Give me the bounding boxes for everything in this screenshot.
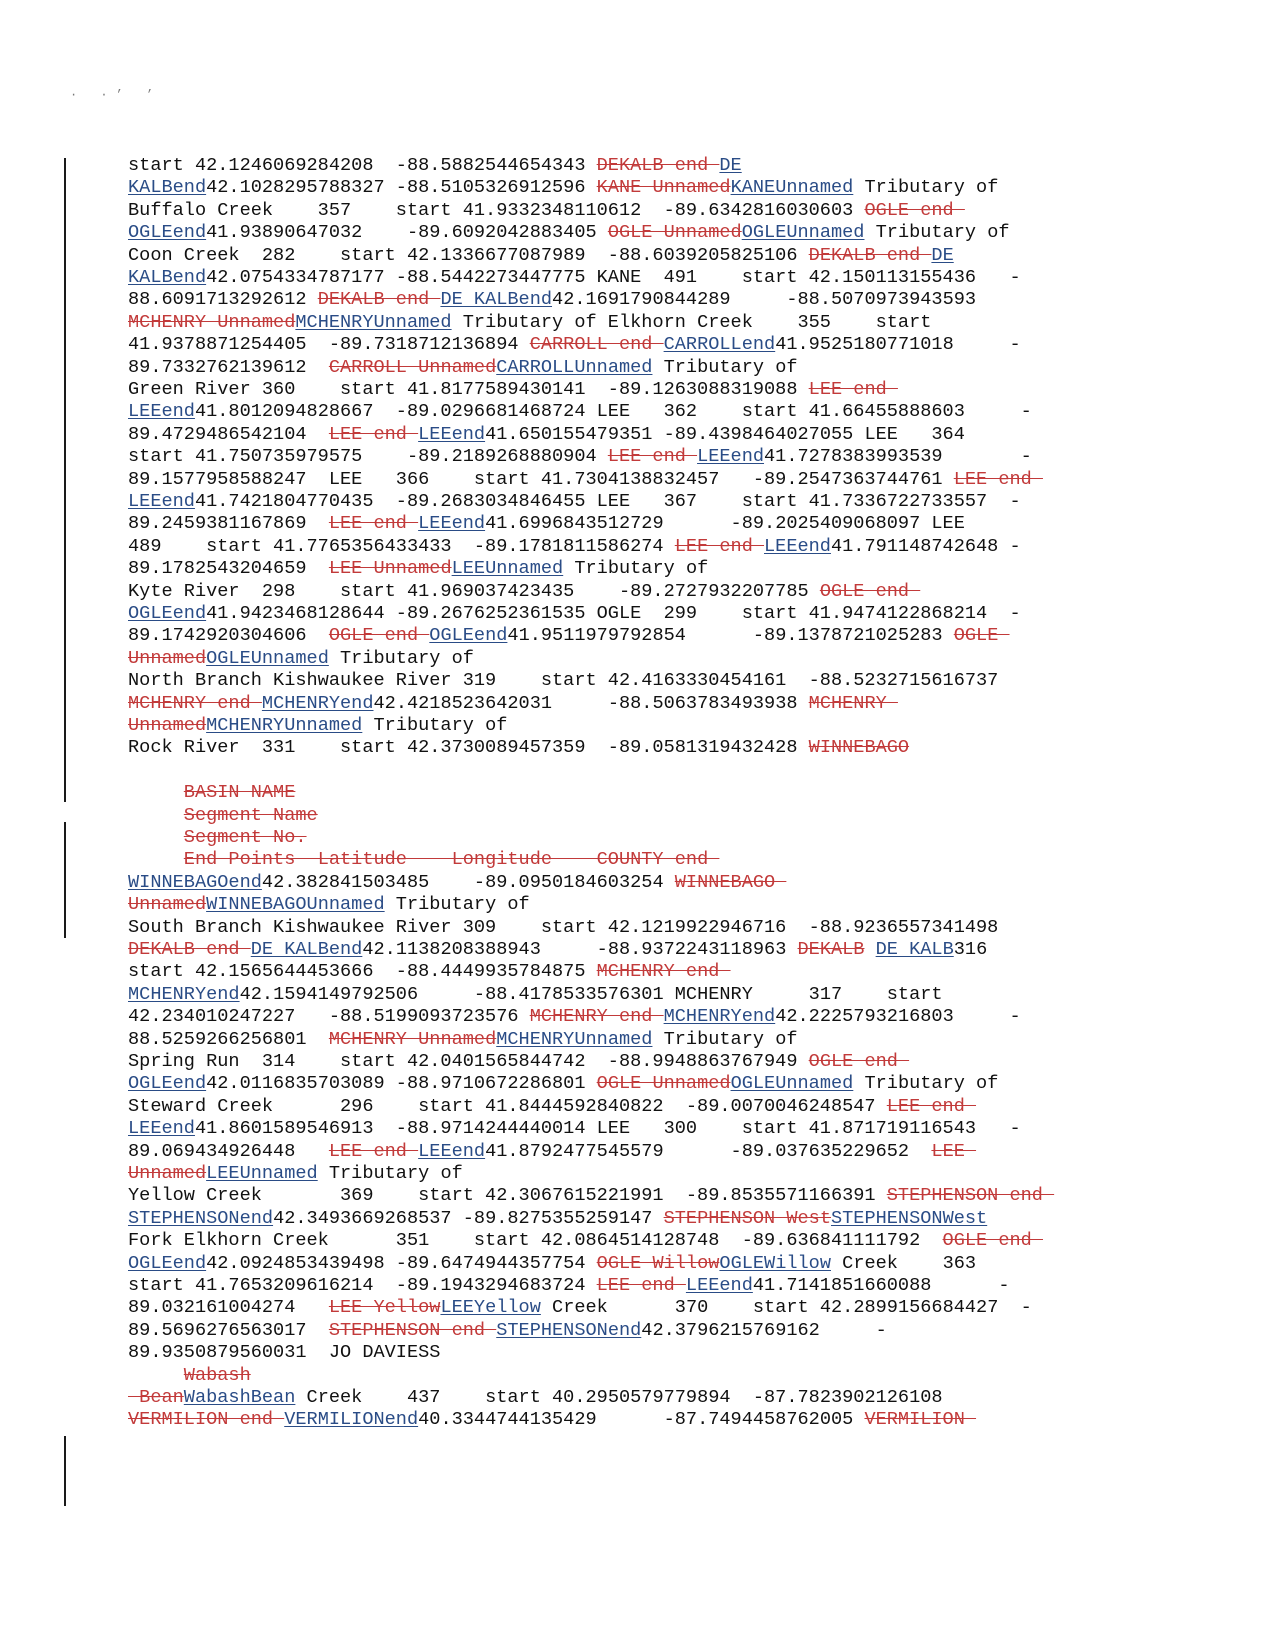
text-run: 88.5259266256801: [128, 1028, 329, 1050]
text-run: [864, 939, 875, 960]
text-run: Tributary of: [864, 222, 1010, 244]
text-line: [128, 1296, 1032, 1320]
text-run: 41.8012094828667 -89.0296681468724 LEE 362 start 41.66455888603 -: [194, 401, 1032, 423]
text-run: Fork Elkhorn Creek 351 start 42.0864514128748 -89.636841111792: [128, 1230, 943, 1252]
text-line: [128, 1184, 1054, 1208]
inserted-text: DE KALBend: [250, 939, 363, 960]
text-run: 89.1577958588247 LEE 366 start 41.7304138832457 -89.2547363744761: [128, 468, 954, 490]
deleted-text: Segment Name: [183, 804, 318, 826]
deleted-text: VERMILION end: [128, 1409, 285, 1431]
inserted-text: DE: [719, 155, 742, 176]
text-line: [128, 1229, 1043, 1253]
inserted-text: STEPHENSONWest: [830, 1207, 988, 1229]
deleted-text: OGLE end: [328, 625, 430, 647]
inserted-text: OGLEUnnamed: [741, 222, 865, 244]
deleted-text: DEKALB end: [317, 289, 441, 311]
text-run: North Branch Kishwaukee River 319 start 42.4163330454161 -88.5232715616737: [128, 670, 999, 692]
deleted-text: STEPHENSON end: [328, 1319, 497, 1341]
text-run: 89.7332762139612: [128, 356, 329, 378]
deleted-text: STEPHENSON West: [663, 1207, 831, 1229]
inserted-text: WabashBean: [183, 1387, 296, 1408]
text-run: 42.0116835703089 -88.9710672286801: [206, 1073, 597, 1095]
text-run: [128, 1365, 184, 1386]
text-run: 42.3796215769162 -: [641, 1319, 887, 1341]
text-run: 88.6091713292612: [128, 289, 318, 311]
text-run: Creek 437 start 40.2950579779894 -87.7823902126108: [295, 1387, 943, 1408]
text-line: [128, 266, 1021, 290]
text-line: [128, 624, 1010, 648]
text-run: 42.1691790844289 -88.5070973943593: [552, 289, 977, 311]
deleted-text: LEE end: [886, 1095, 977, 1117]
text-run: Tributary of: [362, 715, 508, 736]
text-line: [128, 1117, 1021, 1141]
text-run: Green River 360 start 41.8177589430141 -89.1263088319088: [128, 379, 809, 400]
deleted-text: Bean: [128, 1387, 184, 1408]
inserted-text: KALBend: [128, 267, 207, 288]
deleted-text: CARROLL Unnamed: [328, 356, 497, 378]
deleted-text: End Points Latitude Longitude COUNTY end: [183, 849, 720, 871]
deleted-text: MCHENRY Unnamed: [128, 311, 296, 333]
deleted-text: Unnamed: [128, 894, 207, 916]
text-line: [128, 154, 742, 178]
inserted-text: OGLEUnnamed: [206, 647, 329, 669]
deleted-text: LEE end: [328, 1140, 419, 1162]
text-run: 42.1138208388943 -88.9372243118963: [362, 939, 798, 960]
inserted-text: LEEend: [418, 1140, 486, 1162]
text-run: 41.791148742648 -: [830, 535, 1021, 557]
inserted-text: LEEend: [128, 401, 195, 423]
inserted-text: LEEend: [697, 446, 765, 468]
text-run: 42.0924853439498 -89.6474944357754: [206, 1252, 597, 1274]
text-run: Rock River 331 start 42.3730089457359 -89.0581319432428: [128, 737, 809, 759]
text-run: start 41.750735979575 -89.2189268880904: [128, 446, 608, 468]
text-line: [128, 781, 295, 805]
text-line: [128, 311, 931, 335]
text-line: [128, 1274, 1010, 1298]
text-run: start 41.7653209616214 -89.1943294683724: [128, 1275, 597, 1296]
text-run: 42.382841503485 -89.0950184603254: [261, 871, 675, 893]
text-run: [128, 849, 184, 870]
deleted-text: LEE end: [328, 513, 419, 535]
text-line: [128, 1140, 976, 1164]
text-run: South Branch Kishwaukee River 309 start 42.1219922946716 -88.9236557341498: [128, 916, 999, 938]
text-run: 41.93890647032 -89.6092042883405: [206, 222, 608, 244]
text-run: Tributary of: [317, 1163, 463, 1184]
text-line: [128, 176, 998, 200]
text-run: 41.8792477545579 -89.037635229652: [485, 1140, 932, 1162]
text-run: 89.5696276563017: [128, 1319, 329, 1341]
text-run: 42.2225793216803 -: [775, 1006, 1021, 1028]
text-run: 89.1782543204659: [128, 558, 329, 580]
text-run: Tributary of: [563, 558, 709, 580]
text-run: Tributary of: [328, 647, 474, 669]
inserted-text: MCHENRYUnnamed: [295, 311, 452, 333]
text-run: Tributary of: [384, 894, 530, 916]
text-line: [128, 714, 507, 738]
text-line: [128, 669, 998, 693]
text-line: [128, 960, 731, 984]
inserted-text: KALBend: [128, 177, 207, 199]
text-line: [128, 1252, 976, 1276]
text-run: 41.7141851660088 -: [752, 1275, 1010, 1296]
text-line: [128, 535, 1021, 559]
deleted-text: LEE end: [953, 468, 1043, 490]
inserted-text: LEEUnnamed: [451, 558, 564, 580]
deleted-text: Unnamed: [128, 715, 207, 736]
inserted-text: LEEend: [128, 1118, 195, 1140]
inserted-text: WINNEBAGOend: [128, 871, 262, 893]
margin-change-bar: [64, 1436, 66, 1506]
text-run: 42.0754334787177 -88.5442273447775 KANE 491 start 42.150113155436 -: [206, 267, 1021, 288]
inserted-text: DE KALB: [875, 939, 954, 960]
inserted-text: OGLEend: [128, 1252, 207, 1274]
inserted-text: MCHENRYend: [128, 983, 240, 1005]
inserted-text: KANEUnnamed: [730, 177, 854, 199]
text-line: [128, 871, 786, 895]
text-line: [128, 804, 318, 828]
inserted-text: MCHENRYend: [261, 692, 374, 714]
text-run: 89.2459381167869: [128, 513, 329, 535]
margin-change-bar: [64, 158, 66, 802]
deleted-text: Segment No.: [183, 827, 307, 848]
inserted-text: LEEend: [128, 491, 195, 512]
inserted-text: LEEend: [685, 1275, 753, 1296]
text-line: [128, 826, 307, 850]
deleted-text: MCHENRY: [808, 692, 898, 714]
text-run: Tributary of: [853, 177, 999, 199]
text-run: 41.7278383993539 -: [764, 446, 1032, 468]
deleted-text: DEKALB: [797, 939, 865, 960]
inserted-text: LEEYellow: [440, 1297, 541, 1319]
inserted-text: DE KALBend: [440, 289, 553, 311]
deleted-text: LEE end: [674, 535, 765, 557]
text-run: 40.3344744135429 -87.7494458762005: [418, 1409, 865, 1431]
text-run: start 42.1246069284208 -88.5882544654343: [128, 155, 597, 176]
deleted-text: STEPHENSON end: [886, 1185, 1055, 1207]
deleted-text: CARROLL end: [529, 334, 664, 356]
inserted-text: MCHENRYUnnamed: [496, 1028, 653, 1050]
text-line: [128, 1207, 987, 1231]
deleted-text: VERMILION: [864, 1409, 977, 1431]
deleted-text: LEE end: [328, 423, 419, 445]
deleted-text: LEE Unnamed: [328, 558, 452, 580]
text-run: 41.8601589546913 -88.9714244440014 LEE 300 start 41.871719116543 -: [194, 1118, 1021, 1140]
text-line: [128, 983, 943, 1007]
text-line: [128, 1408, 976, 1432]
text-line: [128, 221, 1010, 245]
text-line: [128, 468, 1043, 492]
text-line: [128, 445, 1032, 469]
text-run: 42.1028295788327 -88.5105326912596: [206, 177, 597, 199]
text-line: [128, 1005, 1021, 1029]
deleted-text: OGLE: [953, 625, 1010, 647]
deleted-text: MCHENRY Unnamed: [328, 1028, 497, 1050]
deleted-text: Unnamed: [128, 1163, 207, 1184]
deleted-text: WINNEBAGO: [674, 871, 787, 893]
text-run: 41.9525180771018 -: [775, 334, 1021, 356]
text-line: [128, 333, 1021, 357]
text-run: Tributary of: [652, 1028, 798, 1050]
inserted-text: OGLEend: [128, 603, 207, 624]
text-run: Coon Creek 282 start 42.1336677087989 -88.6039205825106: [128, 244, 809, 266]
text-run: 489 start 41.7765356433433 -89.1781811586274: [128, 535, 675, 557]
text-line: [128, 199, 965, 223]
text-line: [128, 1162, 463, 1186]
inserted-text: OGLEend: [128, 1073, 207, 1095]
inserted-text: MCHENRYend: [663, 1006, 776, 1028]
deleted-text: BASIN NAME: [183, 782, 296, 804]
deleted-text: LEE Yellow: [328, 1297, 441, 1319]
text-run: 316: [953, 939, 988, 960]
text-line: [128, 378, 898, 402]
text-line: [128, 288, 976, 312]
text-line: [128, 736, 909, 760]
deleted-text: DEKALB end: [808, 244, 932, 266]
text-run: 89.4729486542104: [128, 423, 329, 445]
text-run: [128, 827, 184, 848]
text-run: 89.069434926448: [128, 1140, 329, 1162]
text-run: start 42.1565644453666 -88.4449935784875: [128, 961, 597, 983]
deleted-text: OGLE Willow: [596, 1252, 720, 1274]
text-run: Creek 363: [831, 1252, 977, 1274]
deleted-text: OGLE Unnamed: [607, 222, 742, 244]
text-line: [128, 423, 965, 447]
inserted-text: OGLEend: [128, 222, 207, 244]
text-line: [128, 490, 1021, 514]
inserted-text: MCHENRYUnnamed: [206, 715, 363, 736]
text-run: Buffalo Creek 357 start 41.9332348110612 -89.6342816030603: [128, 199, 865, 221]
margin-change-bar: [64, 822, 66, 938]
text-run: Kyte River 298 start 41.969037423435 -89.2727932207785: [128, 580, 820, 602]
text-run: [128, 782, 184, 803]
text-line: [128, 1028, 798, 1052]
deleted-text: KANE Unnamed: [596, 177, 731, 199]
text-run: 42.1594149792506 -88.4178533576301 MCHENRY 317 start: [239, 983, 943, 1005]
text-line: [128, 1341, 440, 1365]
deleted-text: OGLE end: [864, 199, 965, 221]
deleted-text: DEKALB end: [596, 155, 720, 176]
text-run: 42.4218523642031 -88.5063783493938: [373, 692, 809, 714]
text-run: 41.7421804770435 -89.2683034846455 LEE 367 start 41.7336722733557 -: [194, 491, 1021, 512]
text-run: [128, 805, 184, 826]
text-run: 42.3493669268537 -89.8275355259147: [273, 1207, 664, 1229]
text-run: 41.9378871254405 -89.7318712136894: [128, 334, 530, 356]
deleted-text: WINNEBAGO: [808, 737, 910, 759]
text-run: Tributary of Elkhorn Creek 355 start: [451, 311, 932, 333]
deleted-text: LEE end: [808, 379, 898, 400]
inserted-text: OGLEend: [429, 625, 508, 647]
text-line: [128, 848, 719, 872]
text-line: [128, 557, 708, 581]
text-run: 89.032161004274: [128, 1297, 329, 1319]
scan-specks: · ·’ ’: [70, 88, 162, 102]
inserted-text: CARROLLend: [663, 334, 776, 356]
inserted-text: WINNEBAGOUnnamed: [206, 894, 385, 916]
text-line: [128, 938, 987, 962]
text-run: Creek 370 start 42.2899156684427 -: [540, 1297, 1032, 1319]
inserted-text: OGLEWillow: [719, 1252, 831, 1274]
text-run: Tributary of: [853, 1073, 999, 1095]
deleted-text: LEE end: [607, 446, 698, 468]
deleted-text: LEE end: [596, 1275, 686, 1296]
text-run: Yellow Creek 369 start 42.3067615221991 -89.8535571166391: [128, 1185, 887, 1207]
inserted-text: OGLEUnnamed: [730, 1073, 854, 1095]
inserted-text: LEEend: [764, 535, 831, 557]
text-line: [128, 893, 530, 917]
text-run: Tributary of: [652, 356, 798, 378]
inserted-text: LEEend: [418, 423, 486, 445]
text-line: [128, 1072, 998, 1096]
text-line: [128, 647, 474, 671]
text-line: [128, 1095, 976, 1119]
text-run: Spring Run 314 start 42.0401565844742 -88.9948863767949: [128, 1051, 809, 1072]
deleted-text: Unnamed: [128, 647, 207, 669]
text-line: [128, 1319, 887, 1343]
inserted-text: STEPHENSONend: [128, 1207, 274, 1229]
inserted-text: CARROLLUnnamed: [496, 356, 653, 378]
deleted-text: LEE: [931, 1140, 977, 1162]
text-line: [128, 244, 954, 268]
deleted-text: OGLE Unnamed: [596, 1073, 731, 1095]
text-line: [128, 512, 965, 536]
text-line: [128, 356, 798, 380]
text-line: [128, 602, 1021, 626]
text-line: [128, 692, 898, 716]
deleted-text: Wabash: [183, 1364, 251, 1386]
deleted-text: OGLE end: [819, 580, 921, 602]
inserted-text: STEPHENSONend: [496, 1319, 642, 1341]
text-run: 89.1742920304606: [128, 625, 329, 647]
inserted-text: VERMILIONend: [284, 1409, 419, 1431]
deleted-text: MCHENRY end: [128, 692, 262, 714]
text-line: [128, 916, 998, 940]
text-run: 89.9350879560031 JO DAVIESS: [128, 1342, 441, 1364]
text-run: Steward Creek 296 start 41.8444592840822 -89.0070046248547: [128, 1095, 887, 1117]
text-line: [128, 1364, 251, 1388]
text-line: [128, 580, 920, 604]
deleted-text: MCHENRY end: [596, 961, 731, 983]
deleted-text: OGLE end: [942, 1230, 1043, 1252]
inserted-text: DE: [931, 244, 954, 266]
deleted-text: MCHENRY end: [529, 1006, 664, 1028]
text-run: 41.9423468128644 -89.2676252361535 OGLE 299 start 41.9474122868214 -: [206, 603, 1021, 624]
deleted-text: OGLE end: [808, 1051, 910, 1072]
inserted-text: LEEUnnamed: [206, 1163, 318, 1184]
text-line: [128, 400, 1032, 424]
text-run: 42.234010247227 -88.5199093723576: [128, 1006, 530, 1028]
text-line: [128, 1386, 943, 1410]
deleted-text: DEKALB end: [128, 939, 251, 960]
text-line: [128, 1050, 909, 1074]
text-run: 41.6996843512729 -89.2025409068097 LEE: [485, 513, 965, 535]
text-run: 41.9511979792854 -89.1378721025283: [507, 625, 954, 647]
text-run: 41.650155479351 -89.4398464027055 LEE 364: [485, 423, 965, 445]
inserted-text: LEEend: [418, 513, 486, 535]
